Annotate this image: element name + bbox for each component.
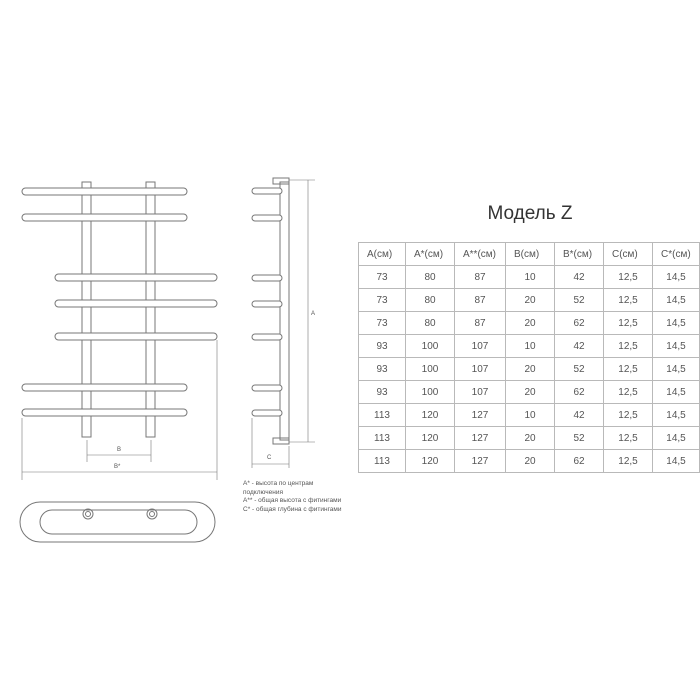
table-cell: 12,5: [604, 381, 653, 404]
table-cell: 93: [359, 335, 406, 358]
table-cell: 107: [455, 358, 506, 381]
table-cell: 113: [359, 404, 406, 427]
table-cell: 14,5: [653, 312, 700, 335]
table-cell: 52: [555, 289, 604, 312]
col-header: C(см): [604, 243, 653, 266]
table-cell: 42: [555, 404, 604, 427]
table-cell: 73: [359, 289, 406, 312]
table-cell: 127: [455, 450, 506, 473]
label-c: C: [267, 455, 272, 461]
table-cell: 100: [406, 381, 455, 404]
table-cell: 14,5: [653, 289, 700, 312]
table-row: [359, 358, 700, 381]
table-cell: 100: [406, 358, 455, 381]
table-cell: 120: [406, 404, 455, 427]
label-a: A: [311, 311, 316, 317]
table-cell: 14,5: [653, 404, 700, 427]
table-cell: 12,5: [604, 289, 653, 312]
table-row: [359, 381, 700, 404]
spec-table: [358, 242, 700, 473]
table-row: [359, 427, 700, 450]
table-cell: 20: [506, 358, 555, 381]
table-cell: 62: [555, 312, 604, 335]
model-title: Модель Z: [487, 203, 573, 224]
table-cell: 14,5: [653, 358, 700, 381]
rails: [22, 188, 217, 416]
table-cell: 87: [455, 312, 506, 335]
col-header: C*(см): [653, 243, 700, 266]
table-cell: 62: [555, 381, 604, 404]
table-header-row: [359, 243, 700, 266]
table-cell: 87: [455, 266, 506, 289]
table-cell: 107: [455, 335, 506, 358]
label-b: B: [117, 447, 122, 453]
table-cell: 80: [406, 312, 455, 335]
table-row: [359, 335, 700, 358]
table-cell: 52: [555, 427, 604, 450]
table-row: [359, 404, 700, 427]
table-cell: 127: [455, 404, 506, 427]
table-cell: 20: [506, 381, 555, 404]
table-row: [359, 312, 700, 335]
table-cell: 80: [406, 289, 455, 312]
table-cell: 93: [359, 381, 406, 404]
note-a-star: A* - высота по центрам подключения: [243, 480, 314, 496]
table-cell: 12,5: [604, 335, 653, 358]
table-cell: 20: [506, 427, 555, 450]
table-cell: 12,5: [604, 404, 653, 427]
table-cell: 93: [359, 358, 406, 381]
table-cell: 10: [506, 266, 555, 289]
table-cell: 42: [555, 266, 604, 289]
table-cell: 113: [359, 427, 406, 450]
table-cell: 20: [506, 312, 555, 335]
dimension-notes: [243, 480, 343, 514]
table-cell: 100: [406, 335, 455, 358]
table-row: [359, 450, 700, 473]
table-cell: 52: [555, 358, 604, 381]
col-header: A(см): [359, 243, 406, 266]
table-row: [359, 289, 700, 312]
table-cell: 12,5: [604, 266, 653, 289]
table-cell: 62: [555, 450, 604, 473]
table-cell: 87: [455, 289, 506, 312]
col-header: A**(см): [455, 243, 506, 266]
table-cell: 73: [359, 266, 406, 289]
table-cell: 12,5: [604, 427, 653, 450]
table-cell: 10: [506, 404, 555, 427]
front-view-drawing: [0, 0, 240, 480]
table-cell: 14,5: [653, 381, 700, 404]
table-cell: 14,5: [653, 450, 700, 473]
note-a-double-star: A** - общая высота с фитингами: [243, 497, 342, 504]
table-cell: 73: [359, 312, 406, 335]
side-view-drawing: [240, 170, 340, 470]
top-view-drawing: [0, 490, 230, 570]
table-cell: 14,5: [653, 427, 700, 450]
table-cell: 10: [506, 335, 555, 358]
table-cell: 12,5: [604, 450, 653, 473]
table-cell: 120: [406, 450, 455, 473]
table-cell: 14,5: [653, 266, 700, 289]
col-header: B*(см): [555, 243, 604, 266]
table-cell: 14,5: [653, 335, 700, 358]
col-header: A*(см): [406, 243, 455, 266]
table-cell: 113: [359, 450, 406, 473]
table-cell: 20: [506, 289, 555, 312]
label-b-star: B*: [114, 464, 121, 470]
note-c-star: C* - общая глубина с фитингами: [243, 505, 342, 513]
table-cell: 80: [406, 266, 455, 289]
table-row: [359, 266, 700, 289]
table-cell: 120: [406, 427, 455, 450]
table-cell: 12,5: [604, 312, 653, 335]
table-cell: 20: [506, 450, 555, 473]
table-cell: 107: [455, 381, 506, 404]
table-cell: 42: [555, 335, 604, 358]
table-cell: 12,5: [604, 358, 653, 381]
table-cell: 127: [455, 427, 506, 450]
col-header: B(см): [506, 243, 555, 266]
